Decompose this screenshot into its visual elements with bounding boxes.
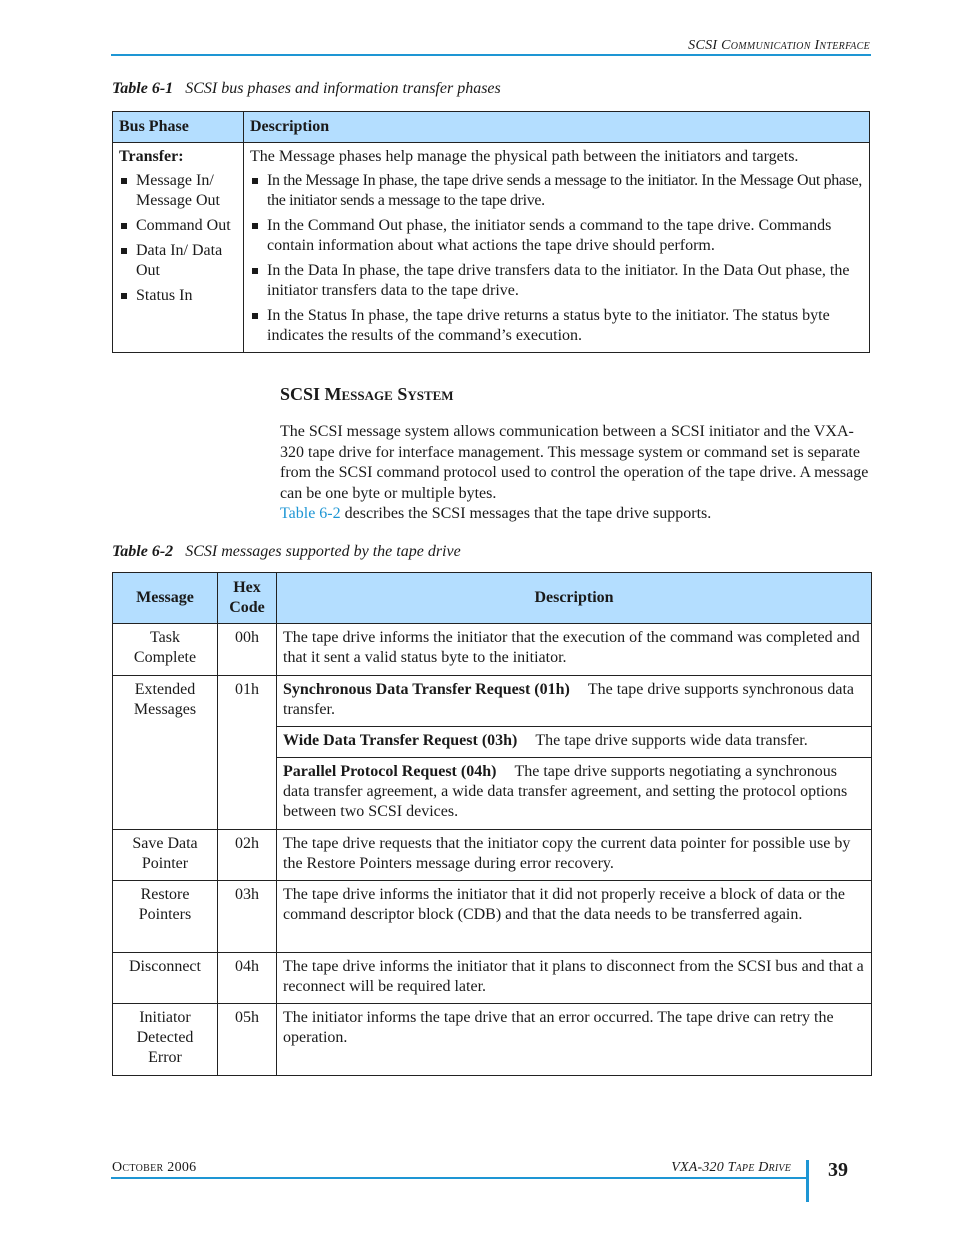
list-item: In the Command Out phase, the initiator sends a command to the tape drive. Commands contain information about what actions the tape drive should perform.	[250, 216, 863, 256]
list-item: In the Status In phase, the tape drive returns a status byte to the initiator. The status byte indicates the results of the command’s execution.	[250, 306, 863, 346]
col-header-hex-code	[218, 573, 277, 624]
hex-cell: 00h	[218, 624, 277, 676]
running-header: SCSI Communication Interface	[688, 38, 870, 53]
list-item: Message In/ Message Out	[119, 171, 237, 211]
description-cell: The tape drive informs the initiator that it plans to disconnect from the SCSI bus and that a reconnect will be required later.	[277, 953, 872, 1004]
message-cell: Save Data Pointer	[113, 830, 218, 881]
description-cell: The tape drive informs the initiator that the execution of the command was completed and that it sent a valid status byte to the initiator.	[277, 624, 872, 676]
description-cell	[277, 676, 872, 727]
bus-phase-cell	[113, 143, 244, 353]
description-cell: The tape drive informs the initiator that it did not properly receive a block of data or the command descriptor block (CDB) and that the data needs to be transferred again.	[277, 881, 872, 953]
description-cell	[244, 143, 870, 353]
table2-caption-text: SCSI messages supported by the tape drive	[185, 543, 461, 560]
footer-product: VXA-320 Tape Drive	[671, 1160, 791, 1175]
table1-caption-number: Table 6-1	[112, 80, 174, 97]
col-header-description: Description	[244, 112, 870, 143]
table-row	[113, 676, 872, 727]
section-paragraph: The SCSI message system allows communication between a SCSI initiator and the VXA-320 tape drive for interface management. This message system or command set is separate from the SCSI command protocol used to control the operation of the tape drive. A message can be one byte or multiple bytes.	[280, 423, 869, 502]
table-row	[113, 881, 872, 953]
description-cell	[277, 758, 872, 830]
hex-cell: 05h	[218, 1004, 277, 1076]
description-intro: The Message phases help manage the physical path between the initiators and targets.	[250, 148, 799, 165]
table1-caption	[112, 79, 501, 99]
hex-code-header-text: Hex Code	[229, 579, 265, 616]
message-cell: Extended Messages	[113, 676, 218, 830]
table-row	[113, 953, 872, 1004]
description-cell: The initiator informs the tape drive that an error occurred. The tape drive can retry the operation.	[277, 1004, 872, 1076]
footer-date: October 2006	[112, 1160, 197, 1175]
hex-cell: 04h	[218, 953, 277, 1004]
list-item: In the Data In phase, the tape drive transfers data to the initiator. In the Data Out phase, the initiator transfers data to the tape drive.	[250, 261, 863, 301]
table-row	[113, 830, 872, 881]
hex-cell: 01h	[218, 676, 277, 830]
table-row	[113, 143, 870, 353]
scsi-messages-table	[112, 572, 872, 1076]
sub-term: Parallel Protocol Request (04h)	[283, 763, 497, 780]
sub-text: The tape drive supports synchronous data transfer.	[283, 681, 854, 718]
list-item: In the Message In phase, the tape drive sends a message to the initiator. In the Message Out phase, the initiator sends a message to the tape drive.	[250, 171, 863, 211]
header-rule	[111, 54, 871, 56]
table-row	[113, 624, 872, 676]
section-paragraph-tail: describes the SCSI messages that the tape drive supports.	[340, 505, 712, 522]
sub-term: Synchronous Data Transfer Request (01h)	[283, 681, 570, 698]
section-title: SCSI Message System	[280, 384, 454, 404]
section-body	[280, 422, 870, 525]
col-header-message: Message	[113, 573, 218, 624]
list-item: Data In/ Data Out	[119, 241, 237, 281]
message-cell: Restore Pointers	[113, 881, 218, 953]
message-cell: Task Complete	[113, 624, 218, 676]
col-header-bus-phase: Bus Phase	[113, 112, 244, 143]
footer-vertical-rule	[806, 1160, 809, 1202]
col-header-description: Description	[277, 573, 872, 624]
hex-cell: 03h	[218, 881, 277, 953]
table2-caption	[112, 542, 461, 562]
list-item: Status In	[119, 286, 237, 306]
bus-phase-table	[112, 111, 870, 353]
transfer-label: Transfer:	[119, 148, 184, 165]
table2-caption-number: Table 6-2	[112, 543, 174, 560]
table-row	[113, 1004, 872, 1076]
message-cell: Disconnect	[113, 953, 218, 1004]
table-header-row	[113, 112, 870, 143]
table1-caption-text: SCSI bus phases and information transfer phases	[185, 80, 501, 97]
sub-text: The tape drive supports negotiating a synchronous data transfer agreement, a wide data transfer agreement, and setting the protocol options between two SCSI devices.	[283, 763, 848, 820]
hex-cell: 02h	[218, 830, 277, 881]
list-item: Command Out	[119, 216, 237, 236]
sub-text: The tape drive supports wide data transfer.	[535, 732, 808, 749]
table-6-2-link[interactable]: Table 6-2	[280, 505, 341, 522]
message-cell: Initiator Detected Error	[113, 1004, 218, 1076]
description-cell: The tape drive requests that the initiator copy the current data pointer for possible use by the Restore Pointers message during error recovery.	[277, 830, 872, 881]
sub-term: Wide Data Transfer Request (03h)	[283, 732, 518, 749]
description-cell	[277, 727, 872, 758]
table-header-row	[113, 573, 872, 624]
page-number: 39	[828, 1159, 848, 1181]
